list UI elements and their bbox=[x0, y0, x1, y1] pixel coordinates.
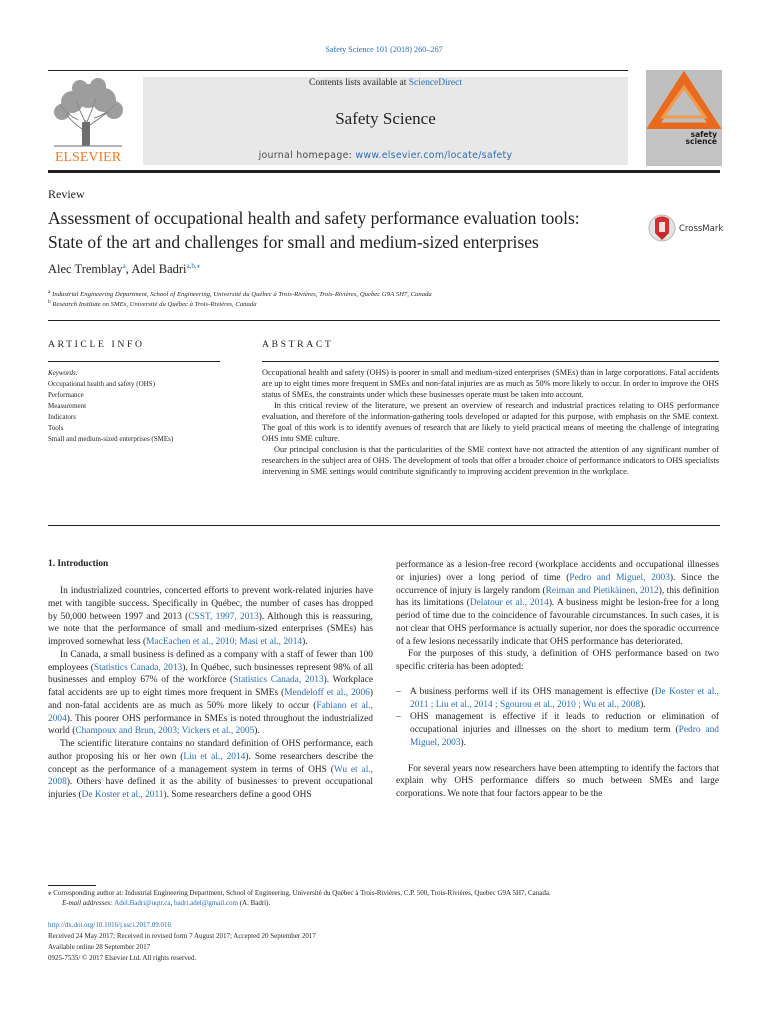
doi-link[interactable]: http://dx.doi.org/10.1016/j.ssci.2017.09.016 bbox=[48, 921, 171, 929]
crossmark-label: CrossMark bbox=[679, 224, 724, 234]
body-paragraph: In industrialized countries, concerted efforts to prevent work-related injuries have met with tangible success. Specifically in Québec, the number of cases has dropped by 50,000 between 1997 and 2013 (CSST, 1997, 2013). Although this is reassuring, we note that the performance of small and medium-sized enterprises (SMEs) has improved somewhat less (MacEachen et al., 2010; Masi et al., 2014). bbox=[48, 586, 373, 647]
email-link[interactable]: Adel.Badri@uqtr.ca bbox=[114, 899, 171, 907]
elsevier-tree-logo-icon bbox=[48, 76, 128, 164]
journal-name: Safety Science bbox=[335, 109, 436, 128]
title-line-1: Assessment of occupational health and safety performance evaluation tools: bbox=[48, 208, 580, 228]
homepage-prefix: journal homepage: bbox=[258, 150, 356, 161]
crossmark-icon bbox=[648, 213, 676, 243]
journal-header-box bbox=[143, 77, 628, 165]
section-heading-introduction: 1. Introduction bbox=[48, 559, 109, 569]
abstract-paragraph: Our principal conclusion is that the particularities of the SME context have not attracted the attention of any significant number of researchers in the subject area of OHS. The development of tools that offer a broader choice of performance indicators to OHS specialists intervening in SME settings would contribute significantly to improving accident prevention in the workplace. bbox=[262, 445, 719, 476]
abstract-body bbox=[262, 367, 719, 477]
criteria-list bbox=[396, 686, 719, 750]
citation-link[interactable]: MacEachen et al., 2010; Masi et al., 2014 bbox=[146, 637, 303, 647]
body-paragraph: In Canada, a small business is defined as a company with a staff of fewer than 100 employees (Statistics Canada, 2013). In Québec, such businesses represent 98% of all businesses and employ 67% of the workforce (Statistics Canada, 2013). Workplace fatal accidents are up to eight times more frequent in SMEs (Mendeloff et al., 2006) and non-fatal accidents are as much as 50% more likely to occur (Fabiano et al., 2004). This poorer OHS performance in SMEs is noted throughout the industrialized world (Champoux and Brun, 2003; Vickers et al., 2005). bbox=[48, 649, 374, 737]
citation-link[interactable]: Fabiano et al., 2004 bbox=[48, 700, 373, 724]
corresponding-author-note: ⁎ Corresponding author at: Industrial Engineering Department, School of Engineering, Université du Québec à Trois-Rivières, C.P. 500, Trois-Rivières, Quebec G9A 5H7, Canada. bbox=[48, 889, 551, 897]
abstract-paragraph: Occupational health and safety (OHS) is poorer in small and medium-sized enterprises (SMEs) than in large corporations. Fatal accidents are up to eight times more frequent in SMEs and non-fatal injuries are as much as 50% more likely to occur. In order to improve the OHS status of SMEs, the constraints under which these businesses operate must be taken into account. bbox=[262, 368, 719, 399]
citation-link[interactable]: De Koster et al., 2011 ; Liu et al., 2014 ; Sgourou et al., 2010 ; Wu et al., 2008 bbox=[410, 686, 719, 710]
citation-link[interactable]: Wu et al., 2008 bbox=[48, 764, 373, 788]
received-dates: Received 24 May 2017; Received in revised form 7 August 2017; Accepted 20 September 2017 bbox=[48, 932, 316, 940]
elsevier-wordmark: ELSEVIER bbox=[54, 150, 122, 164]
contents-prefix: Contents lists available at bbox=[308, 78, 409, 88]
citation-link[interactable]: Pedro and Miguel, 2003 bbox=[569, 572, 670, 583]
body-paragraph: For the purposes of this study, a definition of OHS performance based on two specific criteria has been adopted: bbox=[396, 649, 719, 672]
keyword: Measurement bbox=[48, 402, 87, 410]
contents-available bbox=[143, 78, 628, 88]
body-paragraph: The scientific literature contains no standard definition of OHS performance, each author proposing his or her own (Liu et al., 2014). Some researchers describe the concept as the performance of a management system in terms of OHS (Wu et al., 2008). Others have defined it as the ability of businesses to prevent occupational injuries (De Koster et al., 2011). Some researchers define a good OHS bbox=[48, 739, 373, 800]
available-online: Available online 28 September 2017 bbox=[48, 943, 151, 951]
article-title bbox=[48, 206, 638, 254]
title-line-2: State of the art and challenges for small and medium-sized enterprises bbox=[48, 232, 539, 252]
corresponding-mark[interactable]: ⁎ bbox=[196, 262, 201, 270]
body-paragraph: performance as a lesion-free record (workplace accidents and occupational illnesses or injuries) over a long period of time (Pedro and Miguel, 2003). Since the occurrence of injury is largely random (Reiman and Pietikäinen, 2012), this definition has its limitations (Delatour et al., 2014). A business might be lesion-free for a long period of time due to the coincidence of favourable circumstances. In such cases, it is not clear that OHS performance is actually superior, nor does the sporadic occurrence of a few lesions necessarily indicate that OHS performance has deteriorated. bbox=[396, 560, 720, 647]
sciencedirect-link[interactable]: ScienceDirect bbox=[408, 78, 462, 88]
body-paragraph: For several years now researchers have been attempting to identify the factors that explain why OHS performance differs so much between SMEs and large corporations. We note that four factors appear to be the bbox=[396, 763, 719, 799]
keyword: Performance bbox=[48, 391, 84, 399]
criteria-item: – OHS management is effective if it leads to reduction or elimination of occupational injuries and illnesses on the short to medium term (Pedro and Miguel, 2003). bbox=[396, 712, 719, 748]
abstract-heading: ABSTRACT bbox=[262, 339, 334, 350]
journal-homepage bbox=[143, 150, 628, 161]
keywords-list bbox=[48, 379, 173, 445]
author-2[interactable]: Adel Badri bbox=[131, 262, 187, 276]
email-link[interactable]: badri.adel@gmail.com bbox=[173, 899, 238, 907]
header-top-rule bbox=[48, 70, 628, 71]
keyword: Occupational health and safety (OHS) bbox=[48, 380, 155, 388]
keyword: Tools bbox=[48, 424, 64, 432]
citation-link[interactable]: Statistics Canada, 2013 bbox=[93, 662, 183, 673]
authors: Alec Tremblay$^a$, Adel Badri$^{a,b,⁎}$ bbox=[48, 262, 201, 276]
body-column-left bbox=[48, 585, 373, 802]
keyword: Indicators bbox=[48, 413, 76, 421]
citation-link[interactable]: Reiman and Pietikäinen, 2012 bbox=[545, 585, 659, 596]
author-1-affil[interactable]: a bbox=[122, 262, 126, 270]
body-column-right bbox=[396, 559, 719, 801]
footnote-rule bbox=[48, 885, 96, 886]
article-type: Review bbox=[48, 187, 85, 201]
citation-link[interactable]: Mendeloff et al., 2006 bbox=[284, 688, 370, 698]
citation-link[interactable]: Liu et al., 2014 bbox=[183, 751, 246, 762]
affiliation-b: $^b$ Research Institute on SMEs, Université du Québec à Trois-Rivières, Canada bbox=[48, 299, 257, 308]
title-block-rule bbox=[48, 320, 720, 321]
header-bottom-rule bbox=[48, 170, 720, 173]
keywords-label: Keywords: bbox=[48, 369, 79, 377]
article-info-heading: ARTICLE INFO bbox=[48, 339, 145, 350]
article-info-rule bbox=[48, 361, 220, 362]
cover-emblem-icon bbox=[647, 71, 721, 165]
email-addresses: E-mail addresses: Adel.Badri@uqtr.ca, badri.adel@gmail.com (A. Badri). bbox=[62, 899, 271, 907]
affiliation-a: $^a$ Industrial Engineering Department, School of Engineering, Université du Québec à Trois-Rivières, Trois-Rivières, Quebec G9A 5H7, Canada bbox=[48, 289, 432, 298]
cover-title: safety science bbox=[685, 130, 717, 146]
author-2-affil[interactable]: a,b, bbox=[186, 262, 197, 270]
citation-link[interactable]: Champoux and Brun, 2003; Vickers et al., 2005 bbox=[75, 726, 255, 737]
copyright: 0925-7535/ © 2017 Elsevier Ltd. All rights reserved. bbox=[48, 954, 197, 962]
crossmark-button[interactable] bbox=[648, 213, 728, 243]
abstract-bottom-rule bbox=[48, 525, 720, 526]
author-1[interactable]: Alec Tremblay bbox=[48, 262, 123, 276]
citation-link[interactable]: Statistics Canada, 2013 bbox=[233, 675, 324, 686]
abstract-paragraph: In this critical review of the literature, we present an overview of research and industrial practices relating to OHS performance evaluation, and therefore of the information-gathering tools developed or adapted for this purpose, with emphasis on the SME context. The goal of this work is to identify avenues of research that are likely to yield practical means of meeting the challenge of integrating OHS into SME culture. bbox=[262, 401, 719, 443]
journal-reference[interactable]: Safety Science 101 (2018) 260–267 bbox=[325, 45, 443, 54]
citation-link[interactable]: CSST, 1997, 2013 bbox=[188, 611, 259, 622]
keyword: Small and medium-sized enterprises (SMEs) bbox=[48, 435, 174, 443]
journal-cover-thumbnail bbox=[646, 70, 722, 166]
criteria-item: – A business performs well if its OHS management is effective (De Koster et al., 2011 ; Liu et al., 2014 ; Sgourou et al., 2010 ; Wu et al., 2008). bbox=[396, 686, 719, 710]
homepage-link[interactable]: www.elsevier.com/locate/safety bbox=[355, 150, 513, 161]
citation-link[interactable]: De Koster et al., 2011 bbox=[81, 790, 164, 800]
citation-link[interactable]: Pedro and Miguel, 2003 bbox=[410, 725, 719, 748]
citation-link[interactable]: Delatour et al., 2014 bbox=[469, 598, 549, 609]
abstract-rule bbox=[262, 361, 719, 362]
